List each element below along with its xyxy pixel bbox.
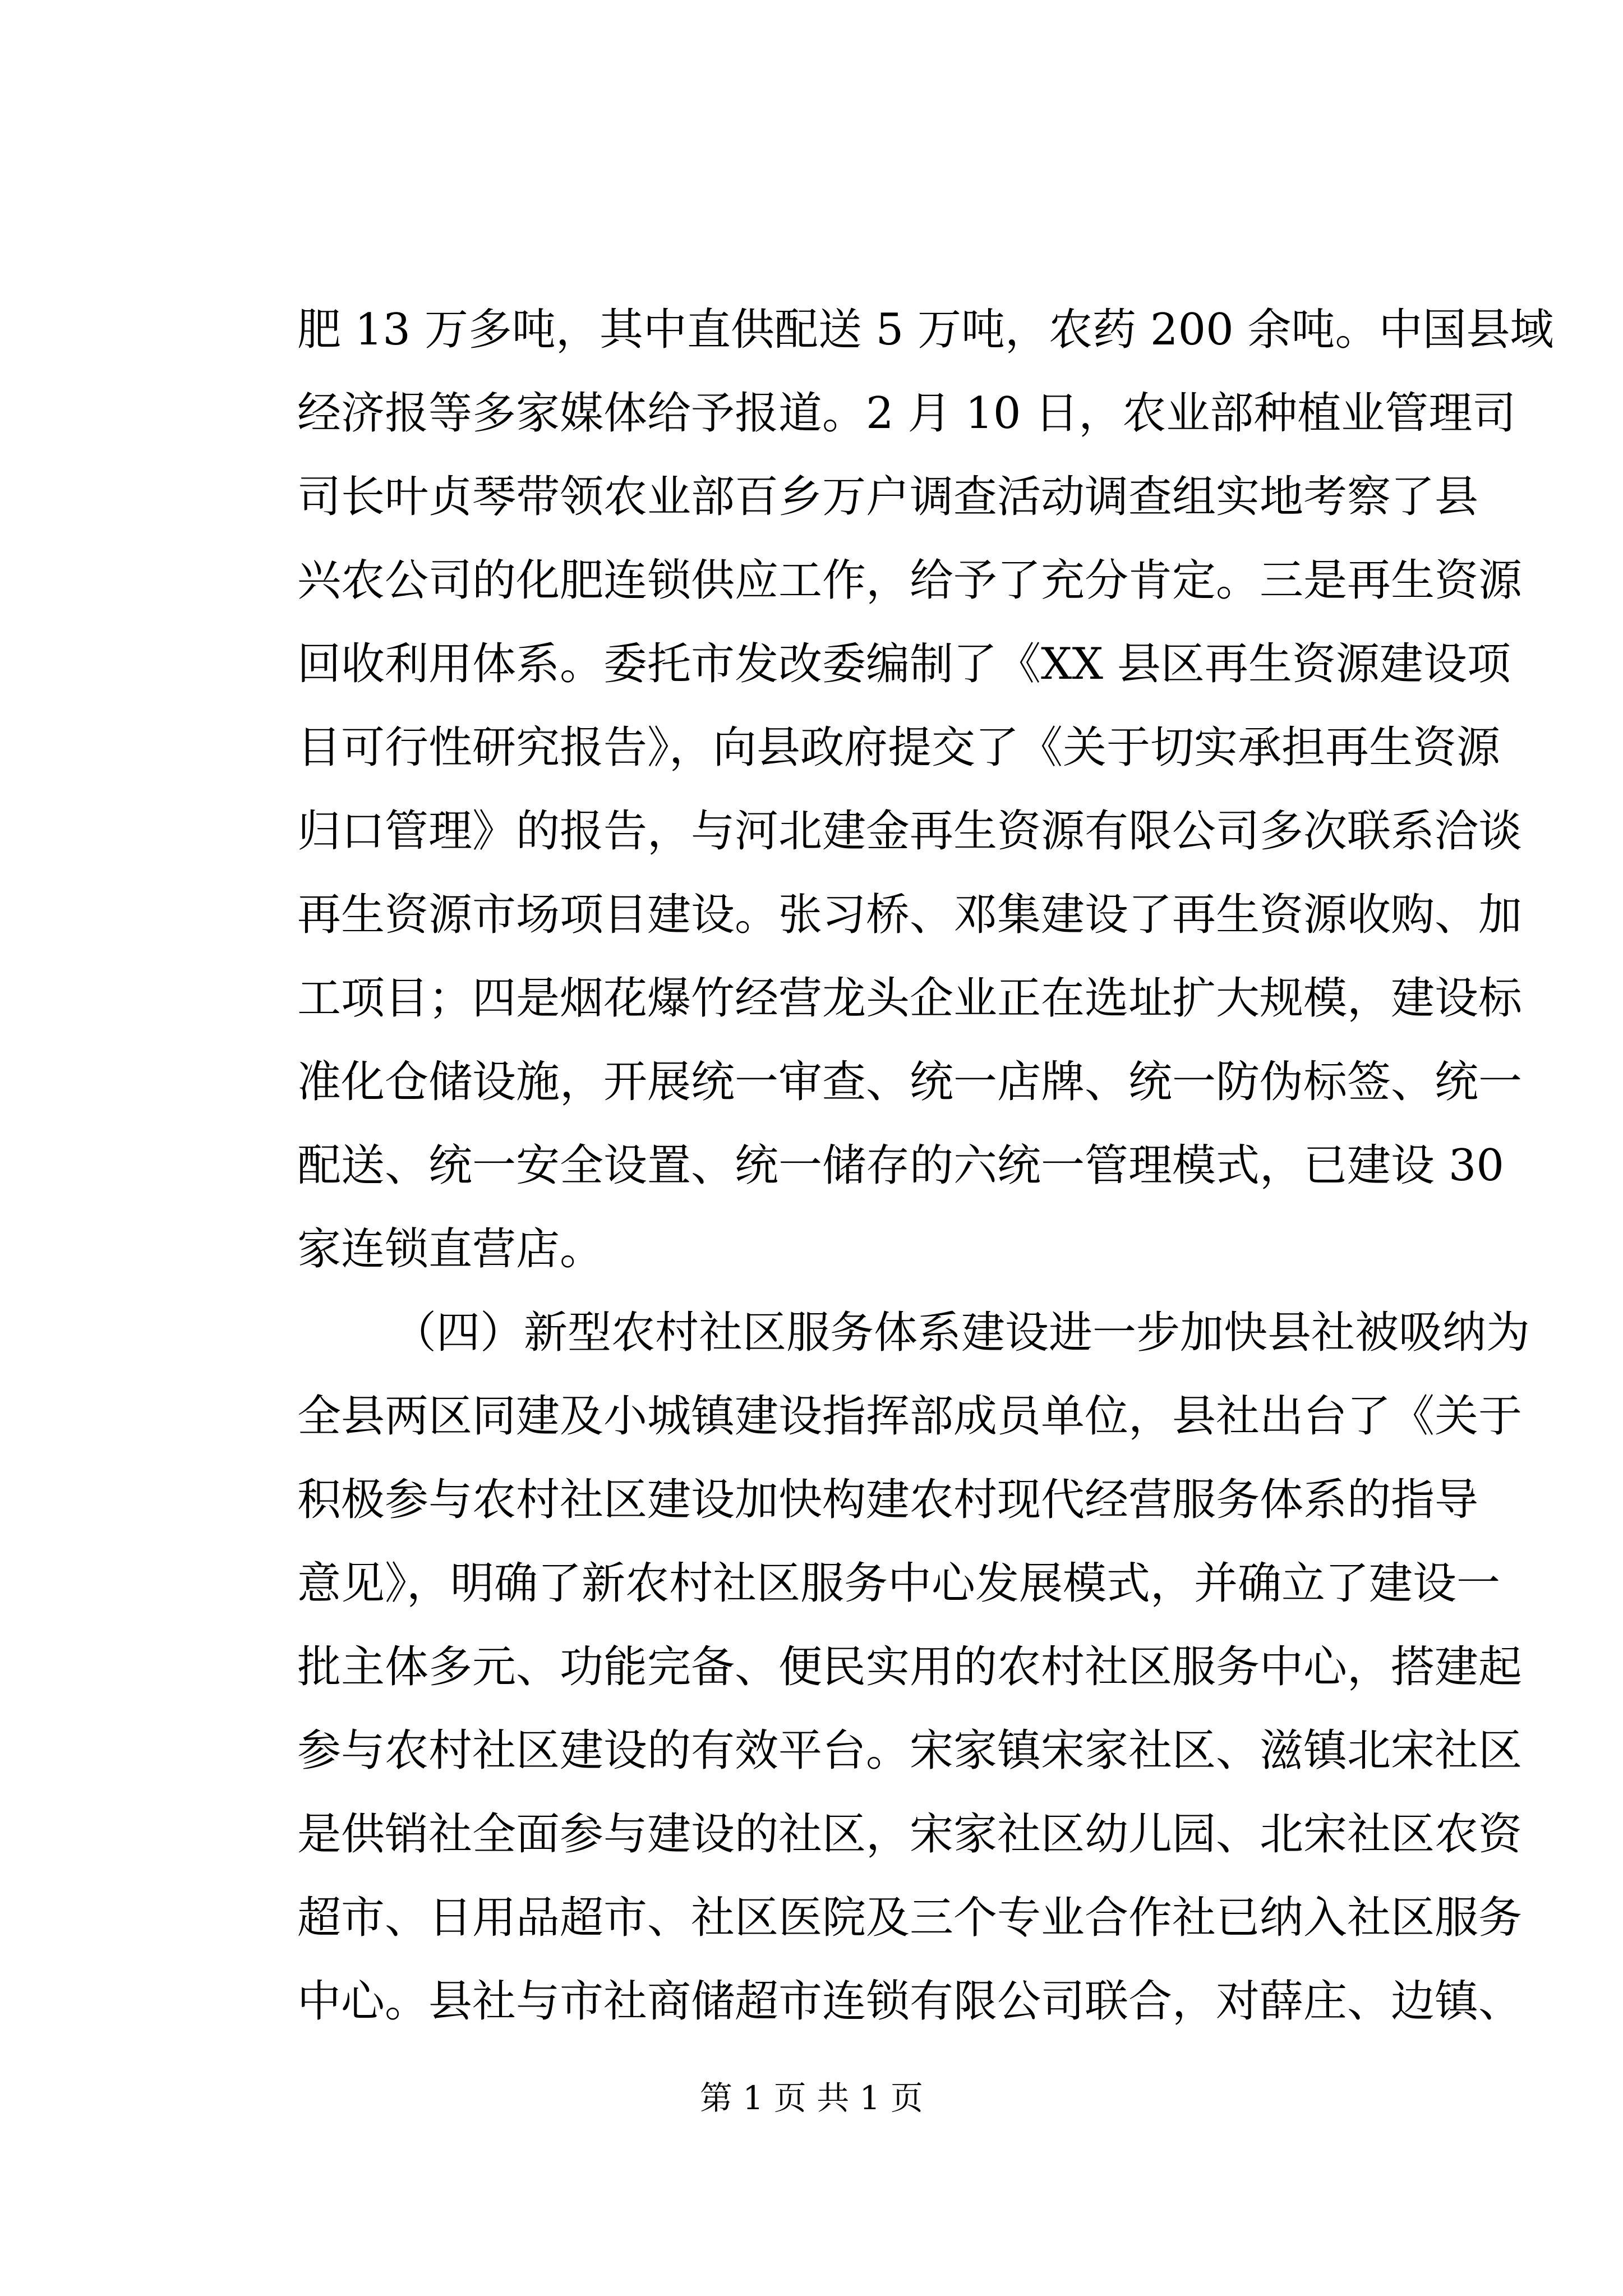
text-line-12: 家连锁直营店。 [297,1224,604,1274]
text-line-2: 经济报等多家媒体给予报道。2 月 10 日，农业部种植业管理司 [297,388,1516,439]
text-line-13: （四）新型农村社区服务体系建设进一步加快县社被吸纳为 [393,1308,1530,1358]
text-line-17: 批主体多元、功能完备、便民实用的农村社区服务中心，搭建起 [297,1642,1523,1692]
text-line-3: 司长叶贞琴带领农业部百乡万户调查活动调查组实地考察了县 [297,472,1479,522]
text-line-4: 兴农公司的化肥连锁供应工作，给予了充分肯定。三是再生资源 [297,555,1523,606]
text-line-5: 回收利用体系。委托市发改委编制了《XX 县区再生资源建设项 [297,639,1511,689]
text-line-16: 意见》，明确了新农村社区服务中心发展模式，并确立了建设一 [297,1558,1501,1609]
text-line-6: 目可行性研究报告》，向县政府提交了《关于切实承担再生资源 [297,723,1501,773]
text-line-8: 再生资源市场项目建设。张习桥、邓集建设了再生资源收购、加 [297,890,1523,940]
text-line-21: 中心。县社与市社商储超市连锁有限公司联合，对薛庄、边镇、 [297,1976,1523,2027]
text-line-14: 全县两区同建及小城镇建设指挥部成员单位，县社出台了《关于 [297,1391,1523,1442]
text-line-7: 归口管理》的报告，与河北建金再生资源有限公司多次联系洽谈 [297,806,1523,857]
text-line-15: 积极参与农村社区建设加快构建农村现代经营服务体系的指导 [297,1475,1479,1525]
text-line-9: 工项目；四是烟花爆竹经营龙头企业正在选址扩大规模，建设标 [297,973,1523,1024]
text-line-18: 参与农村社区建设的有效平台。宋家镇宋家社区、滋镇北宋社区 [297,1726,1523,1776]
text-line-11: 配送、统一安全设置、统一储存的六统一管理模式，已建设 30 [297,1140,1505,1191]
text-line-10: 准化仓储设施，开展统一审查、统一店牌、统一防伪标签、统一 [297,1057,1523,1107]
text-line-19: 是供销社全面参与建设的社区，宋家社区幼儿园、北宋社区农资 [297,1809,1523,1860]
text-line-1: 肥 13 万多吨，其中直供配送 5 万吨，农药 200 余吨。中国县域 [297,305,1554,355]
text-line-20: 超市、日用品超市、社区医院及三个专业合作社已纳入社区服务 [297,1893,1523,1943]
page-number-footer: 第 1 页 共 1 页 [700,2079,923,2117]
